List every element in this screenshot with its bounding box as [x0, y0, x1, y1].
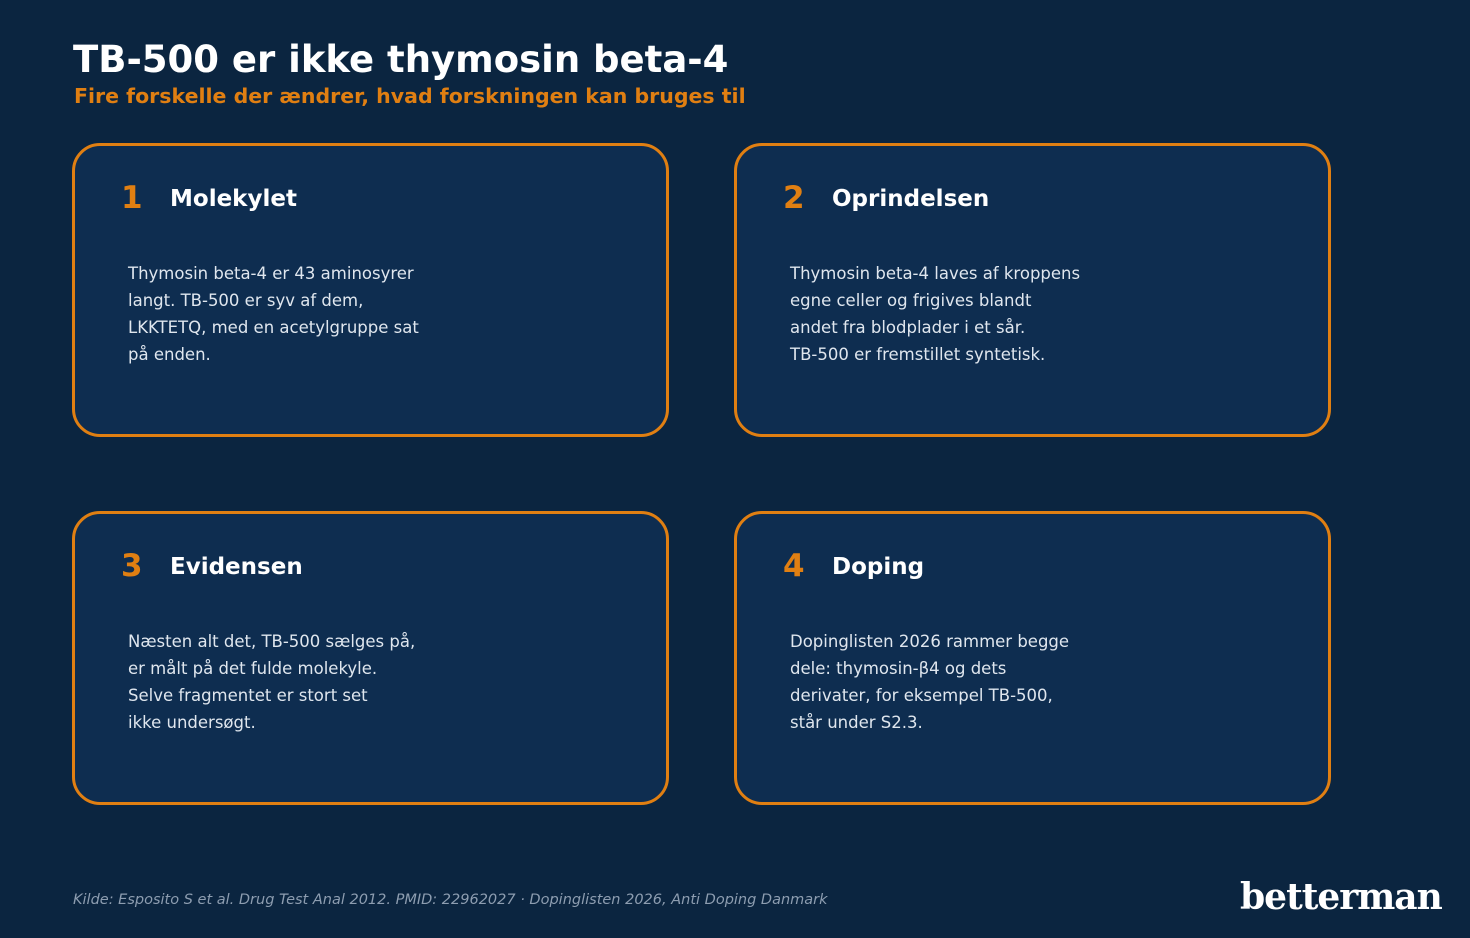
- card-body: [128, 628, 415, 736]
- card-body: [128, 260, 419, 368]
- card-body-line: langt. TB-500 er syv af dem,: [128, 291, 364, 310]
- card-body-line: Dopinglisten 2026 rammer begge: [790, 632, 1070, 651]
- card-body-line: ikke undersøgt.: [128, 713, 256, 732]
- card-title: Doping: [832, 554, 925, 580]
- card-body-line: står under S2.3.: [790, 713, 923, 732]
- page-subtitle: Fire forskelle der ændrer, hvad forskningen kan bruges til: [74, 84, 746, 108]
- card-body-line: Thymosin beta-4 laves af kroppens: [790, 264, 1081, 283]
- card-body-line: Thymosin beta-4 er 43 aminosyrer: [128, 264, 414, 283]
- card-number: 2: [783, 180, 805, 216]
- card-body: [790, 260, 1080, 368]
- card-body-line: LKKTETQ, med en acetylgruppe sat: [128, 318, 419, 337]
- card-body-line: er målt på det fulde molekyle.: [128, 659, 378, 678]
- card-body-line: på enden.: [128, 345, 211, 364]
- card-body-line: Næsten alt det, TB-500 sælges på,: [128, 632, 416, 651]
- card-body-line: dele: thymosin-β4 og dets: [790, 659, 1007, 678]
- card-body-line: derivater, for eksempel TB-500,: [790, 686, 1053, 705]
- card-doping: [734, 511, 1331, 805]
- card-number: 3: [121, 548, 143, 584]
- card-oprindelsen: [734, 143, 1331, 437]
- card-body-line: TB-500 er fremstillet syntetisk.: [790, 345, 1046, 364]
- card-evidensen: [72, 511, 669, 805]
- card-number: 1: [121, 180, 143, 216]
- card-body-line: egne celler og frigives blandt: [790, 291, 1032, 310]
- card-body-line: andet fra blodplader i et sår.: [790, 318, 1026, 337]
- card-title: Oprindelsen: [832, 186, 990, 212]
- card-number: 4: [783, 548, 805, 584]
- page-title: TB-500 er ikke thymosin beta-4: [73, 38, 729, 81]
- card-title: Evidensen: [170, 554, 303, 580]
- card-body: [790, 628, 1069, 736]
- source-citation: Kilde: Esposito S et al. Drug Test Anal 2012. PMID: 22962027 · Dopinglisten 2026, Anti Doping Danmark: [73, 892, 828, 908]
- card-molekylet: [72, 143, 669, 437]
- card-title: Molekylet: [170, 186, 297, 212]
- betterman-logo: betterman: [1240, 876, 1442, 918]
- card-body-line: Selve fragmentet er stort set: [128, 686, 368, 705]
